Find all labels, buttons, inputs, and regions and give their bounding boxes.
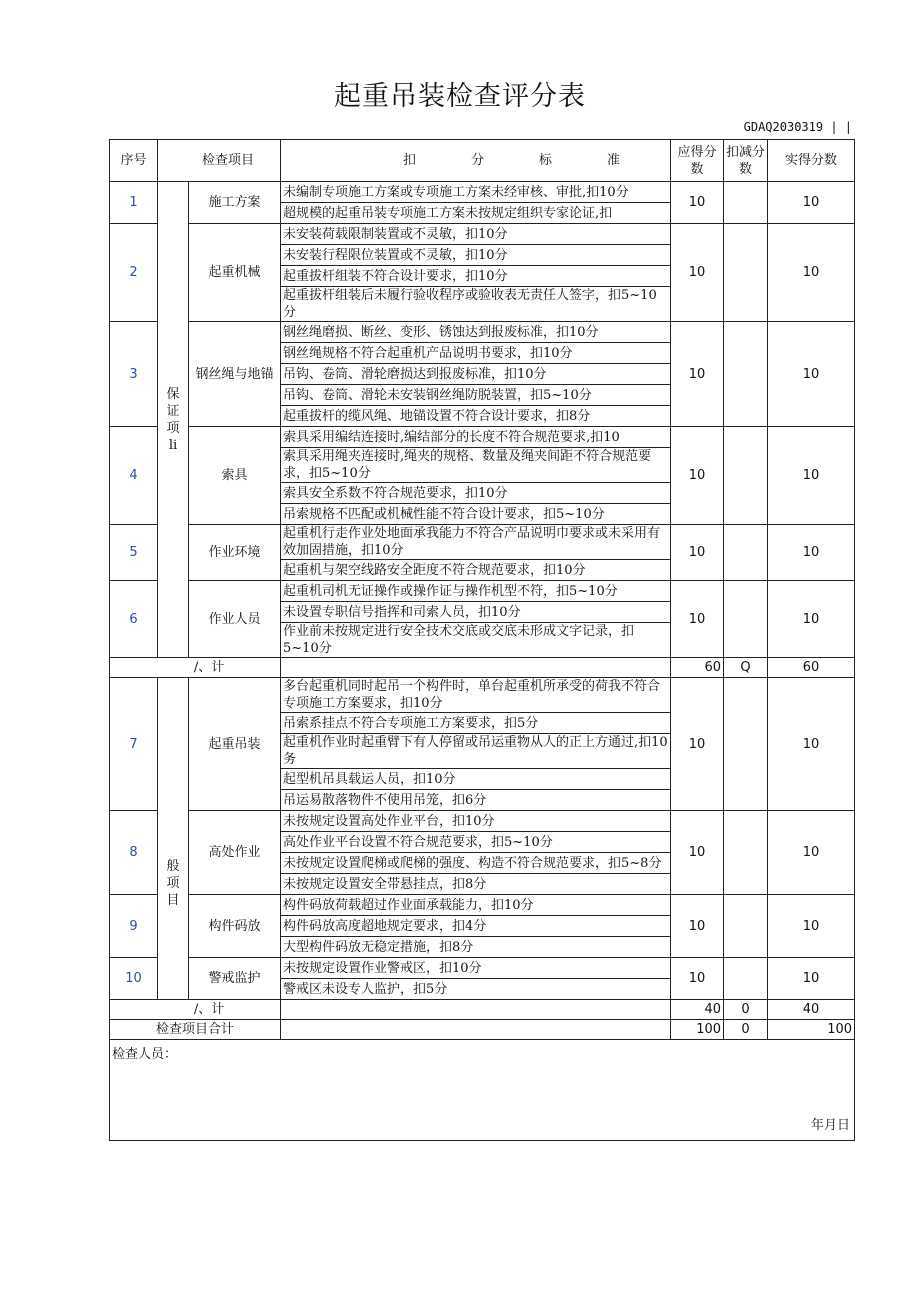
deduct-score: [724, 811, 768, 895]
deduction-criterion: 未安装行程限位装置或不灵敏，扣10分: [281, 245, 671, 266]
subtotal-empty: [281, 658, 671, 678]
row-number: 8: [110, 811, 158, 895]
deduction-criterion: 多台起重机同时起吊一个构件时，单台起重机所承受的荷我不符合专项施工方案要求，扣10分: [281, 678, 671, 713]
deduction-criterion: 构件码放荷载超过作业面承载能力，扣10分: [281, 895, 671, 916]
deduct-score: [724, 525, 768, 581]
actual-score: 10: [768, 678, 855, 811]
category-char: 项: [166, 420, 180, 436]
criteria-row: [110, 678, 855, 713]
actual-score: 10: [768, 224, 855, 322]
subtotal-max: 40: [671, 1000, 724, 1020]
max-score: 10: [671, 224, 724, 322]
total-deduct: 0: [724, 1020, 768, 1040]
total-max: 100: [671, 1020, 724, 1040]
deduction-criterion: 未编制专项施工方案或专项施工方案未经审核、审批,扣10分: [281, 182, 671, 203]
subtotal-label: /、计: [110, 1000, 281, 1020]
row-number: 4: [110, 427, 158, 525]
deduction-criterion: 警戒区未设专人监护，扣5分: [281, 979, 671, 1000]
deduction-criterion: 未按规定设置爬梯或爬梯的强度、构造不符合规范要求，扣5~8分: [281, 853, 671, 874]
total-actual: 100: [768, 1020, 855, 1040]
deduction-criterion: 构件码放高度超地规定要求，扣4分: [281, 916, 671, 937]
max-score: 10: [671, 958, 724, 1000]
deduction-criterion: 起重机司机无证操作或操作证与操作机型不符，扣5~10分: [281, 581, 671, 602]
total-row: [110, 1020, 855, 1040]
actual-score: 10: [768, 581, 855, 658]
max-score: 10: [671, 322, 724, 427]
deduction-criterion: 起重拔杆的缆风绳、地锚设置不符合设计要求，扣8分: [281, 406, 671, 427]
max-score: 10: [671, 427, 724, 525]
deduction-criterion: 索具安全系数不符合规范要求，扣10分: [281, 483, 671, 504]
category-char: 项: [166, 876, 180, 891]
check-item: 警戒监护: [189, 958, 281, 1000]
actual-score: 10: [768, 427, 855, 525]
max-score: 10: [671, 678, 724, 811]
category-char: 证: [166, 403, 180, 419]
deduction-criterion: 起型机吊具载运人员，扣10分: [281, 769, 671, 790]
category-label: [158, 182, 189, 658]
subtotal-label: /、计: [110, 658, 281, 678]
total-label: 检查项目合计: [110, 1020, 281, 1040]
deduction-criterion: 吊运易散落物件不使用吊笼，扣6分: [281, 790, 671, 811]
category-char: 目: [166, 893, 180, 908]
check-item: 起重吊装: [189, 678, 281, 811]
header-criteria-char: 扣: [403, 153, 417, 168]
subtotal-actual: 40: [768, 1000, 855, 1020]
deduction-criterion: 吊索系挂点不符合专项施工方案要求，扣5分: [281, 713, 671, 734]
header-item: 检查项目: [158, 140, 281, 182]
document-code: GDAQ2030319 | |: [743, 120, 852, 134]
deduction-criterion: 未按规定设置安全带悬挂点，扣8分: [281, 874, 671, 895]
check-item: 起重机械: [189, 224, 281, 322]
actual-score: 10: [768, 525, 855, 581]
deduction-criterion: 索具采用绳夹连接时,绳夹的规格、数量及绳夹间距不符合规范要求，扣5~10分: [281, 448, 671, 483]
max-score: 10: [671, 525, 724, 581]
header-deduct: 扣减分数: [724, 140, 768, 182]
header-criteria-char: 分: [471, 153, 485, 168]
row-number: 10: [110, 958, 158, 1000]
actual-score: 10: [768, 811, 855, 895]
max-score: 10: [671, 581, 724, 658]
criteria-row: [110, 958, 855, 979]
header-row: [110, 140, 855, 182]
actual-score: 10: [768, 182, 855, 224]
deduct-score: [724, 581, 768, 658]
category-char: li: [168, 437, 178, 453]
subtotal-empty: [281, 1000, 671, 1020]
row-number: 7: [110, 678, 158, 811]
criteria-row: [110, 811, 855, 832]
deduction-criterion: 吊钩、卷筒、滑轮未安装钢丝绳防脱装置，扣5~10分: [281, 385, 671, 406]
deduction-criterion: 作业前未按规定进行安全技术交底或交底未形成文字记录，扣5~10分: [281, 623, 671, 658]
signature-row: [110, 1040, 855, 1141]
deduction-criterion: 钢丝绳磨损、断丝、变形、锈蚀达到报废标准，扣10分: [281, 322, 671, 343]
deduction-criterion: 大型构件码放无稳定措施，扣8分: [281, 937, 671, 958]
deduction-criterion: 起重拔杆组装后未履行验收程序或验收表无责任人签字，扣5~10分: [281, 287, 671, 322]
subtotal-row-guarantee: [110, 658, 855, 678]
page-title: 起重吊装检查评分表: [334, 81, 586, 112]
actual-score: 10: [768, 895, 855, 958]
max-score: 10: [671, 182, 724, 224]
criteria-row: [110, 525, 855, 560]
max-score: 10: [671, 895, 724, 958]
category-char: 保: [166, 386, 180, 402]
check-item: 施工方案: [189, 182, 281, 224]
header-criteria: [281, 140, 671, 182]
actual-score: 10: [768, 322, 855, 427]
subtotal-actual: 60: [768, 658, 855, 678]
subtotal-max: 60: [671, 658, 724, 678]
check-item: 钢丝绳与地锚: [189, 322, 281, 427]
criteria-row: [110, 322, 855, 343]
max-score: 10: [671, 811, 724, 895]
deduct-score: [724, 895, 768, 958]
deduct-score: [724, 322, 768, 427]
score-table: [109, 139, 855, 1141]
deduction-criterion: 钢丝绳规格不符合起重机产品说明书要求，扣10分: [281, 343, 671, 364]
criteria-row: [110, 895, 855, 916]
row-number: 6: [110, 581, 158, 658]
deduction-criterion: 高处作业平台设置不符合规范要求，扣5~10分: [281, 832, 671, 853]
check-item: 高处作业: [189, 811, 281, 895]
deduction-criterion: 吊钩、卷筒、滑轮磨损达到报废标准，扣10分: [281, 364, 671, 385]
check-item: 构件码放: [189, 895, 281, 958]
criteria-row: [110, 182, 855, 203]
deduction-criterion: 未设置专职信号指挥和司索人员，扣10分: [281, 602, 671, 623]
header-actual: 实得分数: [768, 140, 855, 182]
deduct-score: [724, 427, 768, 525]
deduct-score: [724, 678, 768, 811]
header-criteria-char: 准: [606, 153, 620, 168]
deduction-criterion: 未安装荷载限制装置或不灵敏，扣10分: [281, 224, 671, 245]
subtotal-deduct: Q: [724, 658, 768, 678]
total-empty: [281, 1020, 671, 1040]
deduct-score: [724, 224, 768, 322]
subtotal-row-general: [110, 1000, 855, 1020]
date-label: 年月日: [811, 1118, 851, 1133]
deduction-criterion: 超规模的起重吊装专项施工方案未按规定组织专家论证,扣: [281, 203, 671, 224]
check-item: 作业环境: [189, 525, 281, 581]
deduction-criterion: 未按规定设置作业警戒区，扣10分: [281, 958, 671, 979]
signature-area: [110, 1040, 855, 1141]
header-seq: 序号: [110, 140, 158, 182]
deduction-criterion: 起重机作业时起重臂下有人停留或吊运重物从人的正上方通过,扣10务: [281, 734, 671, 769]
category-label: [158, 678, 189, 1000]
row-number: 9: [110, 895, 158, 958]
criteria-row: [110, 224, 855, 245]
row-number: 2: [110, 224, 158, 322]
row-number: 1: [110, 182, 158, 224]
header-criteria-char: 标: [538, 153, 552, 168]
row-number: 3: [110, 322, 158, 427]
deduction-criterion: 吊索规格不匹配或机械性能不符合设计要求，扣5~10分: [281, 504, 671, 525]
deduction-criterion: 索具采用编结连接时,编结部分的长度不符合规范要求,扣10: [281, 427, 671, 448]
header-max: 应得分数: [671, 140, 724, 182]
deduction-criterion: 起重机与架空线路安全距度不符合规范要求，扣10分: [281, 560, 671, 581]
check-item: 作业人员: [189, 581, 281, 658]
deduction-criterion: 未按规定设置高处作业平台，扣10分: [281, 811, 671, 832]
actual-score: 10: [768, 958, 855, 1000]
deduct-score: [724, 958, 768, 1000]
criteria-row: [110, 427, 855, 448]
criteria-row: [110, 581, 855, 602]
category-char: 般: [166, 859, 180, 874]
subtotal-deduct: 0: [724, 1000, 768, 1020]
row-number: 5: [110, 525, 158, 581]
deduction-criterion: 起重机行走作业处地面承我能力不符合产品说明巾要求或未采用有效加固措施，扣10分: [281, 525, 671, 560]
check-item: 索具: [189, 427, 281, 525]
inspector-label: 检查人员：: [112, 1047, 178, 1062]
deduction-criterion: 起重拔杆组装不符合设计要求，扣10分: [281, 266, 671, 287]
deduct-score: [724, 182, 768, 224]
